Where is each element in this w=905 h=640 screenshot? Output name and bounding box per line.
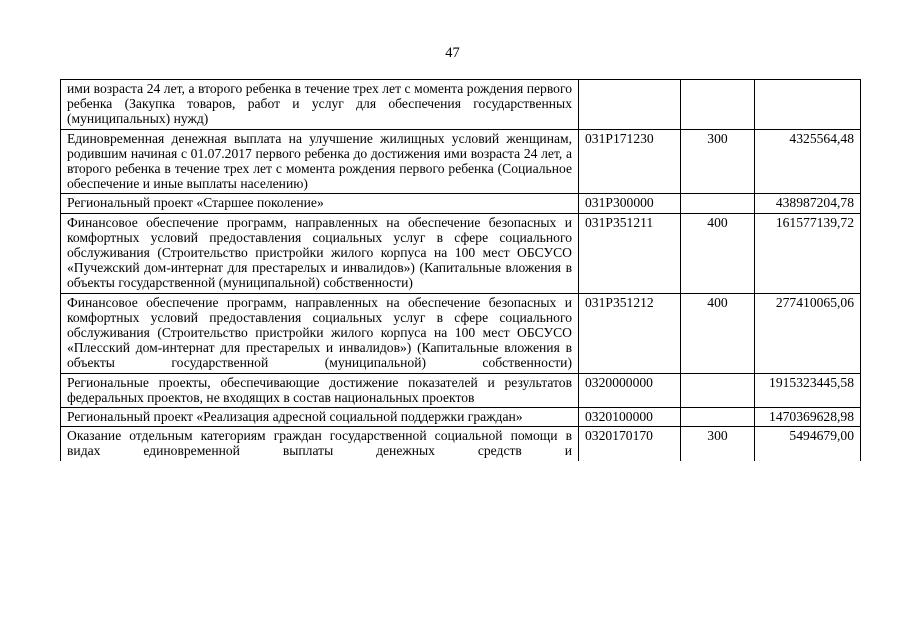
table-row (61, 80, 861, 130)
row-amount: 1470369628,98 (755, 408, 861, 427)
row-code: 031P351211 (579, 213, 681, 293)
row-amount: 1915323445,58 (755, 373, 861, 407)
row-amount (755, 80, 861, 130)
table-row (61, 194, 861, 213)
row-name: Финансовое обеспечение программ, направленных на обеспечение безопасных и комфортных условий предоставления социальных услуг в сфере социального обслуживания (Строительство пристройки жилого корпуса на 100 мест ОБСУСО «Пучежский дом-интернат для престарелых и инвалидов») (Капитальные вложения в объекты государственной (муниципальной) собственности) (61, 213, 579, 293)
row-code: 031P171230 (579, 129, 681, 194)
row-code: 0320100000 (579, 408, 681, 427)
row-name: Региональный проект «Реализация адресной социальной поддержки граждан» (61, 408, 579, 427)
page-number: 47 (445, 45, 460, 61)
table-row (61, 293, 861, 373)
table-row (61, 408, 861, 427)
row-expense-type: 400 (681, 293, 755, 373)
budget-table (60, 79, 861, 461)
row-amount: 161577139,72 (755, 213, 861, 293)
row-code: 031P300000 (579, 194, 681, 213)
row-code: 031P351212 (579, 293, 681, 373)
row-expense-type: 300 (681, 427, 755, 461)
row-amount: 5494679,00 (755, 427, 861, 461)
row-code (579, 80, 681, 130)
row-code: 0320170170 (579, 427, 681, 461)
row-expense-type: 400 (681, 213, 755, 293)
row-expense-type (681, 373, 755, 407)
row-amount: 438987204,78 (755, 194, 861, 213)
row-name: Региональный проект «Старшее поколение» (61, 194, 579, 213)
row-expense-type (681, 194, 755, 213)
row-expense-type (681, 80, 755, 130)
row-name: ими возраста 24 лет, а второго ребенка в течение трех лет с момента рождения первого ребенка (Закупка товаров, работ и услуг для обеспечения государственных (муниципальных) нужд) (61, 80, 579, 130)
table-row (61, 427, 861, 461)
row-amount: 4325564,48 (755, 129, 861, 194)
row-expense-type: 300 (681, 129, 755, 194)
table-row (61, 129, 861, 194)
table-row (61, 373, 861, 407)
table-row (61, 213, 861, 293)
row-expense-type (681, 408, 755, 427)
row-code: 0320000000 (579, 373, 681, 407)
row-name: Финансовое обеспечение программ, направленных на обеспечение безопасных и комфортных условий предоставления социальных услуг в сфере социального обслуживания (Строительство пристройки жилого корпуса на 100 мест ОБСУСО «Плесский дом-интернат для престарелых и инвалидов») (Капитальные вложения в объекты государственной (муниципальной) собственности) (61, 293, 579, 373)
row-name: Оказание отдельным категориям граждан государственной социальной помощи в видах единовременной выплаты денежных средств и (61, 427, 579, 461)
row-name: Единовременная денежная выплата на улучшение жилищных условий женщинам, родившим начиная с 01.07.2017 первого ребенка до достижения ими возраста 24 лет, а второго ребенка в течение трех лет с момента рождения первого ребенка (Социальное обеспечение и иные выплаты населению) (61, 129, 579, 194)
row-amount: 277410065,06 (755, 293, 861, 373)
row-name: Региональные проекты, обеспечивающие достижение показателей и результатов федеральных проектов, не входящих в состав национальных проектов (61, 373, 579, 407)
